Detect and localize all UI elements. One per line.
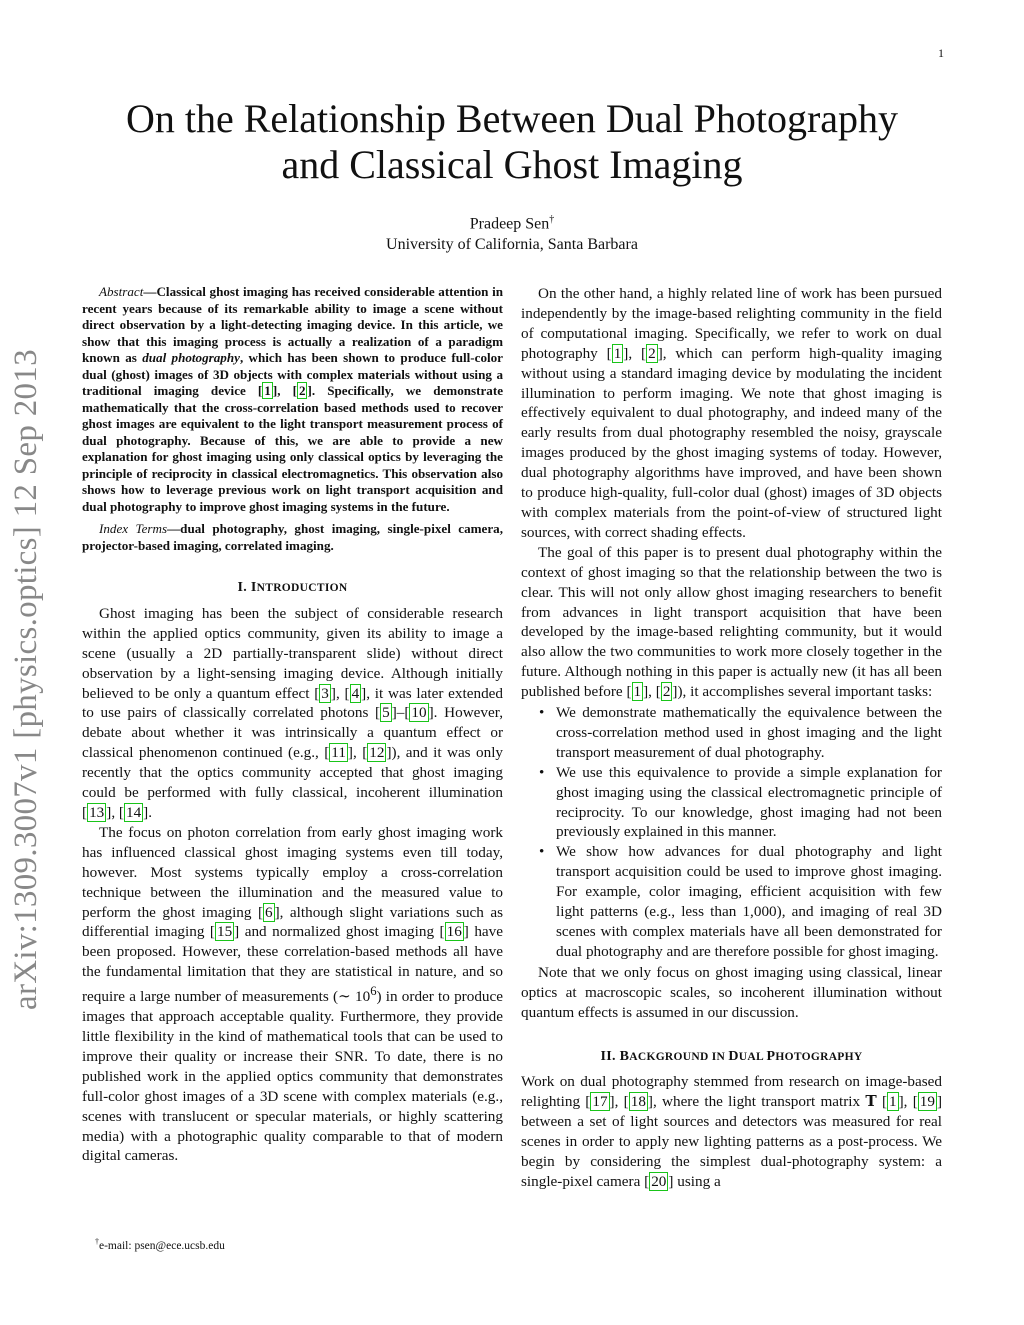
abstract-text: Classical ghost imaging has received considerable attention in recent years because of its remarkable ability to image a scene without direct observation by a light-detecting imaging device. In this article, we show that this imaging process is actually a realization of a paradigm known as — [82, 284, 503, 365]
section-title-part: HOTOGRAPHY — [775, 1050, 863, 1063]
section-heading-introduction — [82, 578, 503, 599]
title-line-2: and Classical Ghost Imaging — [281, 142, 743, 187]
body-text: , — [628, 344, 642, 362]
body-text: Ghost imaging has been the subject of considerable research within the applied optics community, given its ability to image a scene (usually a 2D partially-transparent slide) without direct observation by a light-sensing imaging device. Although initially believed to be only a quantum effect — [82, 604, 503, 702]
section-title-part: UAL — [738, 1050, 767, 1063]
author-line — [0, 209, 1024, 234]
body-text: and normalized ghost imaging — [239, 923, 440, 941]
body-text: – — [396, 704, 405, 722]
citation-link[interactable]: 13 — [89, 803, 105, 821]
body-text: , — [903, 1093, 913, 1111]
citation-link[interactable]: 5 — [382, 704, 390, 722]
title-line-1: On the Relationship Between Dual Photography — [125, 96, 899, 141]
citation-link[interactable]: 6 — [265, 903, 273, 921]
section-heading-background — [521, 1047, 942, 1068]
citation-link[interactable]: 11 — [331, 744, 346, 762]
index-terms-label: Index Terms — [99, 521, 168, 536]
list-item: • We demonstrate mathematically the equivalence between the cross-correlation method used in ghost imaging and the light transport measurement of dual photography. — [556, 703, 942, 763]
footnote-mark: † — [95, 1237, 99, 1246]
abstract-label: Abstract — [99, 284, 144, 299]
footnote-email: e-mail: psen@ece.ucsb.edu — [99, 1239, 225, 1252]
body-text: , — [352, 744, 363, 762]
body-text: On the other hand, a highly related line of work has been pursued independently by the image-based relighting community in the field of computational imaging. Specifically, we refer to work on dual photography — [521, 285, 942, 362]
body-text: using a — [673, 1172, 721, 1190]
abstract: Abstract—Classical ghost imaging has received considerable attention in recent years because of its remarkable ability to image a scene without direct observation by a light-detecting imaging device. In this article, we show that this imaging process is actually a realization of a paradigm known as dual photography, which has been shown to produce full-color dual (ghost) images of 3D objects with complex materials without using a traditional imaging device [ 1 ], [ 2 ]. Specifically, we demonstrate mathematically that the cross-correlation based methods used to recover ghost images are equivalent to the light transport measurement process of dual photography. Because of this, we are able to provide a new explanation for ghost imaging using only classical optics by leveraging the principle of reciprocity in classical electromagnetics. This observation also shows how to leverage previous work on light transport acquisition and dual photography to improve ghost imaging systems in the future. — [82, 284, 504, 514]
paper-title — [0, 96, 1024, 188]
author-block — [0, 209, 1024, 255]
body-text: ), it accomplishes several important tasks: — [677, 683, 933, 701]
abstract-text: , — [277, 383, 293, 398]
body-text: ) in order to produce images that approach acceptable quality. Furthermore, they provide little flexibility in the kind of mathematical tools that can be used to improve their quality or increase their SNR. To date, there is no published work in the applied optics community that demonstrates full-color ghost images of a 3D scene with complex materials (e.g., scenes with translucent or specular materials, or highly scattering media) with a photographic quality comparable to that of modern digital cameras. — [82, 988, 503, 1165]
right-paragraph-4: Work on dual photography stemmed from research on image-based relighting [ 17 ], [ 18 ], where the light transport matrix T [ 1 ], [ 19 ] between a set of light sources and detectors was measured for real scenes in order to apply new lighting patterns as a post-process. We begin by considering the simplest dual-photography system: a single-pixel camera [ 20 ] using a — [521, 1073, 943, 1190]
citation-link[interactable]: 2 — [648, 344, 656, 362]
right-paragraph-1: On the other hand, a highly related line of work has been pursued independently by the image-based relighting community in the field of computational imaging. Specifically, we refer to work on dual photography [ 1 ], [ 2 ], which can perform high-quality imaging without using a standard imaging device by modulating the incident illumination to perform imaging. We note that ghost imaging is effectively equivalent to dual photography, and indeed many of the early results from dual photography resembled the noisy, grayscale images produced by the ghost imaging systems of today. However, dual photography algorithms have improved, and have been shown to produce high-quality, full-color dual (ghost) images of 3D objects with complex materials from the point-of-view of structured light sources, with correct shading effects. — [521, 285, 942, 541]
citation-link[interactable]: 20 — [651, 1172, 667, 1190]
body-text: ), and it was only recently that the optics community accepted that ghost imaging could be performed with fully classical, incoherent illumination — [82, 744, 504, 802]
author-name: Pradeep Sen — [469, 215, 550, 233]
page-number: 1 — [938, 46, 944, 60]
body-text: The focus on photon correlation from early ghost imaging work has influenced classical ghost imaging systems even till today, however. Most systems typically employ a cross-correlation technique between the illumination and the measured value to perform the ghost imaging — [82, 823, 503, 921]
body-text: , — [111, 803, 119, 821]
author-footnote-mark: † — [549, 214, 555, 225]
intro-paragraph-2: The focus on photon correlation from early ghost imaging work has influenced classical ghost imaging systems even till today, however. Most systems typically employ a cross-correlation technique between the illumination and the measured value to perform the ghost imaging [ 6 ], although slight variations such as differential imaging [ 15 ] and normalized ghost imaging [ 16 ] have been proposed. However, these correlation-based methods all have the fundamental limitation that they are statistical in nature, and so require a large number of measurements (∼ $10^6$) in order to produce images that approach acceptable quality. Furthermore, they provide little flexibility in the kind of mathematical tools that can be used to improve their quality or increase their SNR. To date, there is no published work in the applied optics community that demonstrates full-color ghost images of a 3D scene with complex materials (e.g., scenes with translucent or specular materials, or highly scattering media) with a photographic quality comparable to that of modern digital cameras. — [82, 823, 504, 1165]
body-text: , it was later extended to use pairs of classically correlated photons — [82, 684, 504, 722]
abstract-text: , which has been shown to produce full-color dual (ghost) images of 3D objects with complex materials without using a traditional imaging device — [82, 350, 503, 398]
right-paragraph-2: The goal of this paper is to present dual photography within the context of ghost imaging so that the relationship between the two is clear. This will not only allow ghost imaging researchers to benefit from advances in light transport acquisition that have been developed by the image-based relighting community, but it would also allow the two communities to work more closely together in the future. Although nothing in this paper is actually new (it has all been published before [ 1 ], [ 2 ]), it accomplishes several important tasks: — [521, 543, 942, 701]
body-text: have been proposed. However, these correlation-based methods all have the fundamental limitation that they are statistical in nature, and so require a large number of measurements (∼ 10 — [82, 923, 504, 1006]
exponent: 6 — [370, 984, 377, 999]
matrix-symbol: T — [865, 1092, 877, 1111]
index-terms — [82, 521, 503, 554]
citation-link[interactable]: 1 — [613, 344, 622, 362]
section-number: I. — [237, 580, 251, 595]
body-text: , — [648, 683, 656, 701]
citation-link[interactable]: 2 — [662, 683, 671, 701]
citation-link[interactable]: 10 — [411, 704, 427, 722]
citation-link[interactable]: 17 — [592, 1093, 608, 1111]
citation-link[interactable]: 2 — [298, 383, 306, 398]
section-title-part: ACKGROUND IN — [629, 1050, 729, 1063]
body-text: between a set of light sources and detectors was measured for real scenes in order to apply new lighting patterns as a post-process. We begin by considering the simplest dual-photography system: a single-pixel camera — [521, 1113, 942, 1190]
index-terms-text: —dual photography, ghost imaging, single-pixel camera, projector-based imaging, correlated imaging. — [82, 521, 503, 553]
citation-link[interactable]: 1 — [889, 1093, 897, 1111]
body-text: , which can perform high-quality imaging without using a standard imaging device by modulating the incident illumination to perform imaging. We note that ghost imaging is effectively equivalent to dual photography, and indeed many of the early results from dual photography resembled the noisy, grayscale images produced by the ghost imaging systems of today. However, dual photography algorithms have improved, and have been shown to produce high-quality, full-color dual (ghost) images of 3D objects with complex materials from the point-of-view of structured light sources, with correct shading effects. — [521, 344, 942, 541]
abstract-emphasis: dual photography — [142, 350, 240, 365]
abstract-dash: — — [143, 284, 157, 299]
section-title-part: I — [250, 580, 257, 595]
list-item: • We show how advances for dual photography and light transport acquisition could be used to improve ghost imaging. For example, color imaging, efficient acquisition with few light patterns (e.g., less than 1,000), and imaging of real 3D scenes with complex materials have all been demonstrated for dual photography and are therefore possible for ghost imaging. — [556, 842, 942, 961]
citation-link[interactable]: 1 — [264, 383, 271, 398]
body-text: . — [148, 803, 153, 821]
citation-link[interactable]: 16 — [446, 923, 462, 941]
section-title-part: D — [728, 1048, 739, 1064]
section-title-part: B — [619, 1048, 630, 1064]
task-list — [521, 703, 942, 962]
citation-link[interactable]: 1 — [633, 683, 642, 701]
arxiv-stamp: arXiv:1309.3007v1 [physics.optics] 12 Sep 2013 — [8, 349, 44, 1010]
body-text: , where the light transport matrix — [652, 1093, 866, 1111]
citation-link[interactable]: 3 — [321, 684, 329, 702]
body-text: The goal of this paper is to present dual photography within the context of ghost imaging so that the relationship between the two is clear. This will not only allow ghost imaging researchers to benefit from advances in light transport acquisition that have been developed by the image-based relighting community, but it would also allow the two communities to work more closely together in the future. Although nothing in this paper is actually new (it has all been published before — [521, 543, 942, 701]
body-text: . However, debate about whether it was intrinsically a quantum effect or classical phenomenon continued (e.g., — [82, 704, 503, 762]
footnote — [95, 1237, 225, 1252]
affiliation: University of California, Santa Barbara — [386, 236, 638, 254]
body-text: , — [614, 1093, 624, 1111]
citation-link[interactable]: 18 — [630, 1093, 646, 1111]
citation-link[interactable]: 15 — [216, 923, 233, 941]
section-title-part: NTRODUCTION — [256, 582, 348, 594]
right-paragraph-3: Note that we only focus on ghost imaging using classical, linear optics at macroscopic scales, so incoherent illumination without quantum effects is assumed in our discussion. — [521, 963, 942, 1021]
citation-link[interactable]: 19 — [919, 1093, 935, 1111]
body-text: , although slight variations such as differential imaging — [82, 903, 503, 941]
citation-link[interactable]: 4 — [351, 684, 360, 702]
left-column — [82, 284, 503, 1166]
abstract-text: . Specifically, we demonstrate mathematically that the cross-correlation based methods used to recover ghost images are equivalent to the light transport measurement process of dual photography. Because of this, we are able to provide a new explanation for ghost imaging using only classical optics by leveraging the principle of reciprocity in classical electromagnetics. This observation also shows how to leverage previous work on light transport acquisition and dual photography to improve ghost imaging systems in the future. — [82, 383, 504, 514]
body-text: , — [335, 684, 345, 702]
list-item: • We use this equivalence to provide a simple explanation for ghost imaging using the classical electromagnetic principle of reciprocity. To our knowledge, ghost imaging had not been previously explained in this manner. — [556, 763, 942, 843]
right-column — [521, 284, 942, 1192]
body-text — [877, 1093, 882, 1110]
section-number: II. — [600, 1048, 620, 1064]
intro-paragraph-1: Ghost imaging has been the subject of considerable research within the applied optics community, given its ability to image a scene (usually a 2D partially-transparent slide) without direct observation by a light-sensing imaging device. Although initially believed to be only a quantum effect [ 3 ], [ 4 ], it was later extended to use pairs of classically correlated photons [ 5 ]–[ 10 ]. However, debate about whether it was intrinsically a quantum effect or classical phenomenon continued (e.g., [ 11 ], [ 12 ]), and it was only recently that the optics community accepted that ghost imaging could be performed with fully classical, incoherent illumination [ 13 ], [ 14 ]. — [82, 604, 504, 821]
section-title-part: P — [766, 1048, 776, 1064]
body-text: Work on dual photography stemmed from research on image-based relighting — [521, 1073, 942, 1111]
citation-link[interactable]: 12 — [369, 744, 385, 762]
citation-link[interactable]: 14 — [125, 803, 142, 821]
